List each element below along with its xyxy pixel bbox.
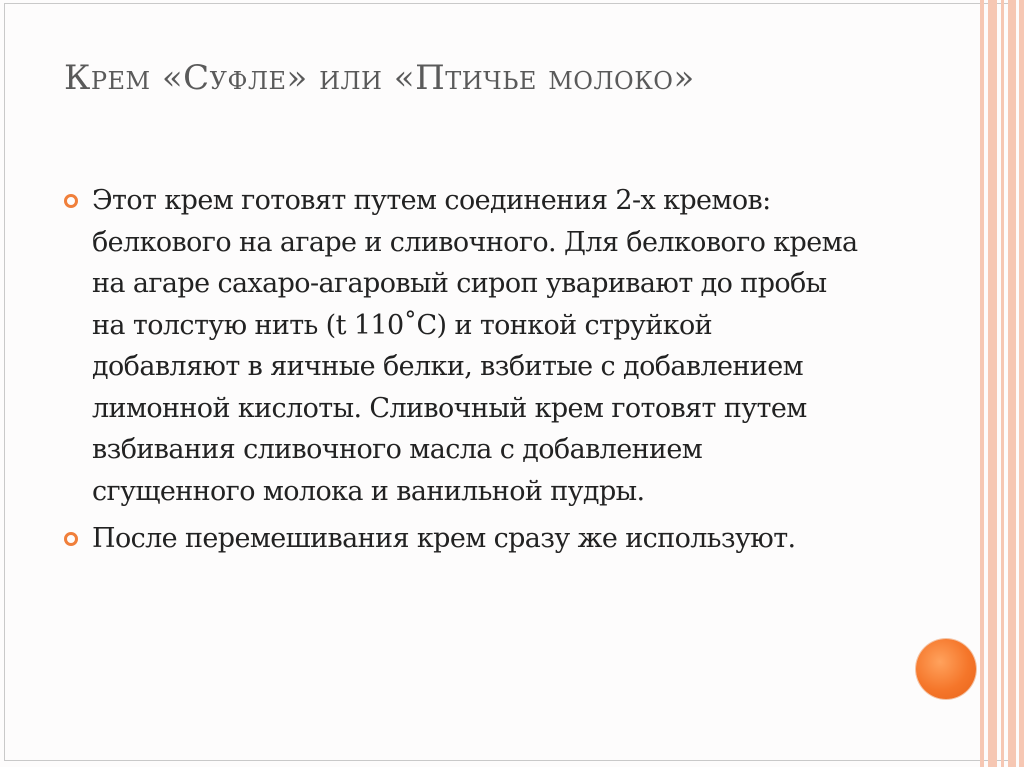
decorative-stripe (1019, 0, 1024, 767)
list-item (60, 518, 860, 560)
list-item (60, 180, 860, 512)
decorative-stripe (1008, 0, 1016, 767)
circle-bullet-icon (64, 532, 78, 546)
decorative-stripe (980, 0, 984, 767)
decorative-stripe (1001, 0, 1004, 767)
bullet-text: Этот крем готовят путем соединения 2-х кремов: белкового на агаре и сливочного. Для белкового крема на агаре сахаро-агаровый сироп уваривают до пробы на толстую нить (t 110˚С) и тонкой струйкой добавляют в яичные белки, взбитые с добавлением лимонной кислоты. Сливочный крем готовят путем взбивания сливочного масла с добавлением сгущенного молока и ванильной пудры. (92, 185, 858, 507)
bullet-list (60, 180, 860, 566)
slide-title: Крем «Суфле» или «Птичье молоко» (64, 58, 695, 98)
circle-bullet-icon (64, 194, 78, 208)
decorative-stripe (988, 0, 997, 767)
bullet-text: После перемешивания крем сразу же используют. (92, 523, 796, 554)
orange-circle-icon (916, 639, 976, 699)
